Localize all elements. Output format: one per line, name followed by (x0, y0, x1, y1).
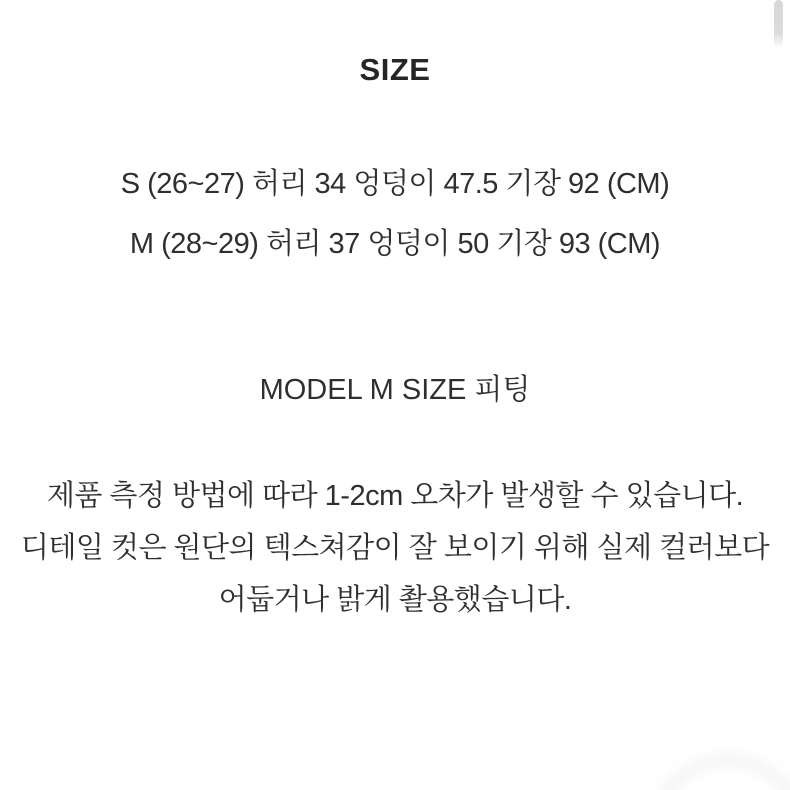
size-chart (0, 154, 790, 274)
notice-measurement-tolerance: 제품 측정 방법에 따라 1-2cm 오차가 발생할 수 있습니다. (46, 480, 744, 512)
measurement-notice (17, 470, 773, 626)
size-line-s: S (26~27) 허리 34 엉덩이 47.5 기장 92 (CM) (120, 168, 670, 200)
size-title: SIZE (359, 52, 431, 87)
bottom-right-faint-glow (648, 752, 790, 790)
model-fit-text: MODEL M SIZE 피팅 (259, 374, 531, 406)
scrollbar-thumb[interactable] (774, 0, 783, 48)
size-line-m: M (28~29) 허리 37 엉덩이 50 기장 93 (CM) (129, 228, 661, 260)
notice-color-disclaimer: 디테일 컷은 원단의 텍스쳐감이 잘 보이기 위해 실제 컬러보다 어둡거나 밝게 촬용했습니다. (20, 532, 770, 616)
